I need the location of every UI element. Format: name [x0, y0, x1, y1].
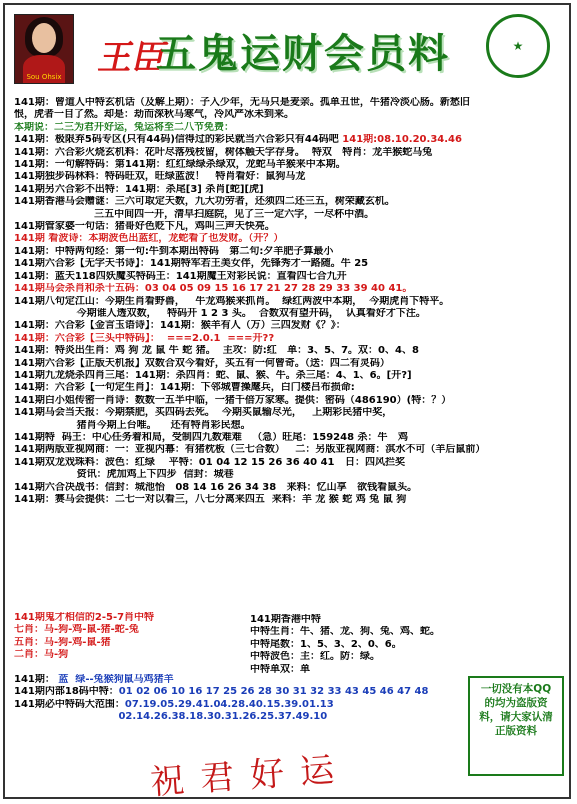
tip-text: 141期：六合彩火烧玄机料：花叶尽落残枝留，树体触天字存身。 特双 特肖：龙羊猴蛇马兔 [14, 146, 433, 158]
hk-special-list [250, 614, 440, 676]
tip-text: 本期说：二三为君开好运，兔运将至二八节免费： [14, 121, 234, 133]
tip-row [14, 469, 566, 481]
tip-text: 141期：六合彩【金言玉语诗】：141期：猴羊有人（万）三四发财《？》： [14, 320, 346, 332]
tip-text: 141期两版亚视网商：一：亚视内幕：有猪枕板（三七合数） 二：另版亚视网商：淇水不可（羊后鼠前） [14, 444, 486, 456]
lower-tip-text: 141期： [14, 674, 59, 686]
tip-row [14, 345, 566, 357]
tip-row [14, 283, 566, 295]
lower-tip-text: 141期必中特码大范围： [14, 698, 125, 710]
tip-text: 141期八句定江山：今期生肖看野兽， 牛龙鸡猴来抓肖。 绿红两波中本期， 今期虎肖下特平。 [14, 295, 450, 307]
tip-row [14, 457, 566, 469]
tip-text: 141期 看波诗：本期波色出蓝红，龙蛇看了也发财。（开？） [14, 233, 284, 245]
tip-text: 141期独步码林料：特码旺双，旺绿蓝波！ 特肖看好：鼠狗马龙 [14, 171, 306, 183]
tip-text: 141期特 码王：中心任务着和局，受制四九数难难 （急）旺尾：159248 杀：牛 鸡 [14, 431, 408, 443]
lower-tip-text: 141期鬼才相信的2-5-7肖中特 [14, 612, 155, 623]
tip-text: 今期谁人透双数， 特码开 1 2 3 头。 合数双有望开码， 认真看好才下注。 [14, 307, 426, 319]
tip-row [14, 271, 566, 283]
tip-row [14, 221, 566, 233]
blessing-text: 祝君好运 [149, 749, 352, 803]
host-photo [14, 14, 74, 84]
hk-special-text: 中特尾数：1、5、3、2、0、6。 [250, 638, 402, 650]
tip-row [14, 370, 566, 382]
hk-special-row [250, 664, 440, 676]
tip-row [14, 134, 566, 146]
tip-row [14, 444, 566, 456]
tip-text: 141期：中特两句经：第一句:牛到本期出特码 第二句:夕羊肥子算最小 [14, 245, 334, 257]
tip-row [14, 122, 566, 134]
hk-special-row [250, 626, 440, 638]
tip-text: 资讯：虎加鸡上下四步 信封：城巷 [14, 469, 234, 481]
tip-row [14, 432, 566, 444]
tip-row [14, 97, 566, 109]
tip-text: 141期:08.10.20.34.46 [342, 134, 462, 146]
tip-text: 141期马会当天报：今期禁肥，买四码去死。 今期买鼠输尽光， 上期彩民猪中奖， [14, 407, 393, 419]
tip-row [14, 209, 566, 221]
hk-special-text: 141期香港中特 [250, 614, 321, 625]
tip-text: 141期另六合彩不出特：141期：杀尾[3] 杀肖[蛇][虎] [14, 183, 264, 195]
hk-special-text: 中特单双：单 [250, 663, 310, 675]
tip-row [14, 246, 566, 258]
tip-row [14, 382, 566, 394]
tip-text: 猪肖今期上台唯。 还有特肖彩民想。 [14, 419, 251, 431]
tip-row [14, 147, 566, 159]
tip-text: 141期六合彩【无字天书诗】：141期特军若王美女伴，先锋秀才一路随。牛 25 [14, 258, 369, 270]
tip-text: 141期九龙烧杀四肖三尾：141期：杀四肖：蛇、鼠、猴、牛。杀三尾：4、1、6。[开?] [14, 369, 412, 381]
tip-text: 141期双龙戏珠料：波色：红绿 平特：01 04 12 15 26 36 40 41 日：四风拦奖 [14, 456, 405, 468]
hk-special-text: 中特生肖：牛、猪、龙、狗、兔、鸡、蛇。 [250, 626, 440, 638]
tip-row [14, 407, 566, 419]
tip-text: 141期：一句解特码：第141期：红红绿绿杀绿双，龙蛇马羊猴来中本期。 [14, 159, 346, 171]
lower-tip-text: 七肖：马-狗-鸡-鼠-猪-蛇-兔 [14, 624, 139, 636]
tip-text: 141期白小姐传密一肖诗：数数一五半中临，一猪千倍万家寒。提供：密码（486190）(特：？） [14, 394, 452, 406]
tip-row [14, 320, 566, 332]
lower-tip-text: 五肖：马-狗-鸡-鼠-猪 [14, 636, 111, 648]
header [8, 8, 568, 92]
tip-text: 141期：六合彩【一句定生肖】：141期：下邻城曹操麾兵，白门楼吕布损命: [14, 382, 355, 394]
tip-text: 141期：特炎出生肖：鸡 狗 龙 鼠 牛 蛇 猪。 主攻：防:红 单：3、5、7。双：0、4、8 [14, 345, 419, 357]
hk-special-row [250, 651, 440, 663]
lower-tip-text: 01 02 06 10 16 17 25 26 28 30 31 32 33 43 45 46 47 48 [118, 686, 429, 698]
hk-special-row [250, 639, 440, 651]
lower-tip-text: 蓝 绿--兔猴狗鼠马鸡猪羊 [58, 674, 174, 686]
tip-row [14, 296, 566, 308]
tip-row [14, 494, 566, 506]
hk-special-row [250, 614, 440, 626]
tip-text: 恨，虎者一目了然。却是：劫而深秋马寒气，冷风严冰未到来。 [14, 109, 294, 121]
tip-row [14, 196, 566, 208]
tip-text: 141期六合决战书：信封：城池怡 08 14 16 26 34 38 来料：忆山享 欲钱看鼠头。 [14, 481, 418, 493]
tip-text: 141期管家婆一句话：猪哥好色贬下凡，鸡叫三声天快亮。 [14, 221, 275, 233]
tip-row [14, 233, 566, 245]
lower-tip-text: 07.19.05.29.41.04.28.40.15.39.01.13 [124, 698, 334, 710]
hk-special-text: 中特波色：主：红。防：绿。 [250, 651, 380, 663]
tip-text: 三五中间四一开，清早扫庭院，见了三一定六字，一尽杯中酒。 [14, 208, 375, 220]
page-title: 五鬼运财会员料 [156, 31, 450, 77]
tip-text: 141期六合彩【正版天机报】双数合双今看好，买五有一何曾奇。（送：四二有灵码） [14, 357, 390, 369]
deco-characters: 王臣 [95, 38, 172, 78]
photo-caption: Sou Ohsix [26, 73, 62, 81]
tips-list [14, 97, 566, 506]
tip-row [14, 258, 566, 270]
tip-text: 141期香港马会赠谜：三六可取定天数，九大功劳者，还须四二还三五，树荣藏玄机。 [14, 196, 395, 208]
tip-text: 141期：赛马会提供：二七一对以看三，八七分离来四五 来料：羊 龙 猴 蛇 鸡 兔 鼠 狗 [14, 494, 407, 505]
tip-row [14, 482, 566, 494]
tip-row [14, 159, 566, 171]
tip-row [14, 184, 566, 196]
tip-row [14, 109, 566, 121]
lower-tip-text: 141期内部18码中特： [14, 686, 119, 698]
tip-row [14, 420, 566, 432]
tip-text: 141期马会杀肖和杀十五码：03 04 05 09 15 16 17 21 27 28 29 33 39 40 41。 [14, 283, 413, 295]
tip-row [14, 395, 566, 407]
copyright-note: 一切没有本QQ的均为盗版资料，请大家认清正版资料 [468, 676, 564, 776]
lower-tip-text: 二肖：马-狗 [14, 649, 69, 661]
seal-stamp: ★ [486, 14, 550, 78]
tip-row [14, 358, 566, 370]
tip-text: 141期：蓝天118四妖魔买特码王：141期魔王对彩民说：直看四七合九开 [14, 270, 347, 282]
lower-tip-text: 02.14.26.38.18.30.31.26.25.37.49.10 [14, 711, 328, 723]
tip-row [14, 333, 566, 345]
tip-text: 141期：六合彩【三头中特码】： ===2.0.1 ===开?? [14, 332, 275, 344]
tip-row [14, 171, 566, 183]
tip-row [14, 308, 566, 320]
tip-text: 141期：极限弃5码专区(只有44码)信得过的彩民就当六合彩只有44码吧 [14, 134, 343, 146]
tip-text: 141期：曾道人中特玄机话（及解上期）：子入少年，无马只是麦亲。孤单丑世，牛猪冷淡心肠。新愁旧 [14, 97, 470, 108]
